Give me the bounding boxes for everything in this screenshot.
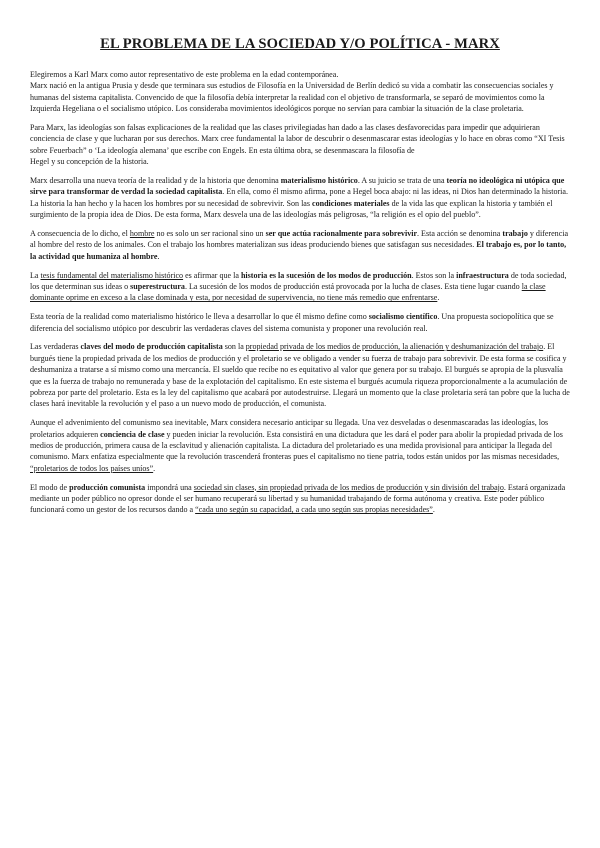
paragraph-6 — [30, 311, 570, 334]
text-segment: . La sucesión de los modos de producción está provocada por la lucha de clases. Esta tiene lugar cuando — [184, 282, 522, 291]
text-segment: . — [153, 463, 156, 473]
text-segment: . — [437, 293, 440, 303]
bold-text: conciencia de clase — [100, 429, 165, 439]
text-segment: y pueden iniciar la revolución. Esta consistirá en una dictadura que les dará el poder para abolir la propiedad privada de los medios de producción, primera causa de la esclavitud y alienación capitalista. La dictadura del proletariado es una medida provisional para anticipar la llegada del comunismo. Marx enfatiza especialmente que la revolución trascenderá fronteras pues el capitalismo no tiene patria, todos están unidos por las mismas necesidades, — [30, 429, 563, 462]
text-segment: . El burgués tiene la propiedad privada de los medios de producción y el proletario se ve obligado a vender su fuerza de trabajo para sobrevivir. De esta forma se cosifica y deshumaniza a tratarse a sí mismo como una mercancía. El sueldo que recibe no es equitativo al valor que genera por su trabajo. El burgués se apropia de la plusvalía que es la fuerza de trabajo no remunerada y base de la explotación del capitalismo. En este sistema el burgués acumula riqueza proporcionalmente a la acumulación de pobreza por parte del proletario. Esta es la ley del capitalismo que acabará por autodestruirse. Llegará un momento que la clase proletaria será tan pobre que la lucha de clases hará inevitable la revolución y el paso a un nuevo modo de producción, el comunista. — [30, 342, 570, 409]
text-segment: . Estará organizada mediante un poder público no opresor donde el ser humano recuperará su libertad y su humanidad trabajando de forma autónoma y creativa. Este poder público funcionará como un gestor de los recursos dando a — [30, 482, 566, 515]
bold-text: producción comunista — [69, 482, 146, 492]
bold-text: trabajo — [502, 229, 528, 238]
text-segment: El modo de — [30, 482, 70, 492]
text-segment: Hegel y su concepción de la historia. — [30, 157, 149, 167]
text-segment: Marx desarrolla una nueva teoría de la realidad y de la historia que denomina — [30, 176, 281, 185]
text-segment: Aunque el advenimiento del comunismo sea inevitable, Marx considera necesario anticipar su llegada. Una vez desveladas o desenmascaradas las ideologías, los proletarios adquieren — [30, 418, 549, 439]
text-segment: de la vida las que explican la historia y también el surgimiento de la propia idea de Dios. De esta forma, Marx desvela una de las ideologías más peligrosas, “la religión es el opio del pueblo”. — [30, 198, 553, 220]
text-segment: . A su juicio se trata de una — [357, 176, 447, 185]
bold-text: infraestructura — [456, 270, 509, 280]
bold-text: historia es la sucesión de los modos de producción — [240, 270, 412, 280]
text-segment: . — [157, 251, 160, 261]
text-segment: . — [432, 505, 435, 515]
document-title: EL PROBLEMA DE LA SOCIEDAD Y/O POLÍTICA - MARX — [100, 36, 500, 52]
bold-text: socialismo científico — [368, 312, 438, 322]
text-segment: de toda sociedad, los que determinan sus ideas o — [30, 270, 567, 291]
underlined-text: “proletarios de todos los países uníos” — [30, 463, 154, 473]
paragraph-4 — [30, 228, 570, 262]
text-segment: . Esta acción se denomina — [417, 229, 503, 238]
paragraph-5 — [30, 270, 570, 304]
text-segment: y diferencia al hombre del resto de los animales. Con el trabajo los hombres materializan sus ideas produciendo bienes que satisfagan sus necesidades. — [30, 229, 569, 250]
paragraph-9 — [30, 482, 570, 516]
text-segment: A consecuencia de lo dicho, el — [30, 229, 130, 238]
text-segment: impondrá una — [145, 482, 194, 492]
document-body — [30, 69, 570, 516]
bold-text: superestructura — [130, 282, 185, 291]
text-segment: no es solo un ser racional sino un — [154, 229, 266, 238]
text-segment: Las verdaderas — [30, 342, 81, 352]
text-segment: . Una propuesta sociopolítica que se diferencia del socialismo utópico por descubrir las verdaderas claves del sistema comunista y proponer una revolución real. — [30, 312, 554, 333]
bold-text: ser que actúa racionalmente para sobrevivir — [265, 229, 418, 238]
bold-text: materialismo histórico — [280, 176, 358, 185]
underlined-text: hombre — [129, 229, 155, 238]
paragraph-2 — [30, 122, 570, 168]
paragraph-1 — [30, 69, 570, 115]
text-segment: Esta teoría de la realidad como materialismo histórico le lleva a desarrollar lo que él mismo define como — [30, 312, 369, 322]
text-segment: es afirmar que la — [183, 270, 241, 280]
text-segment: Marx nació en la antigua Prusia y desde que terminara sus estudios de Filosofía en la Universidad de Berlín dedicó su vida a combatir las consecuencias sociales y humanas del sistema capitalista. Convencido de que la filosofía debía interpretar la realidad con el objetivo de transformarla, se separó de movimientos como la Izquierda Hegeliana o el socialismo utópico. Los consideraba movimientos ideológicos porque no servían para cambiar la situación de la clase proletaria. — [30, 81, 554, 114]
paragraph-3 — [30, 175, 570, 221]
underlined-text: sociedad sin clases, sin propiedad privada de los medios de producción y sin división del trabajo — [193, 482, 504, 492]
text-segment: . En ella, como él mismo afirma, pone a Hegel boca abajo: ni las ideas, ni Dios han determinado la historia. La historia la han hecho y la hacen los hombres por su necesidad de sobrevivir. Son las — [30, 187, 568, 208]
underlined-text: la clase dominante oprime en exceso a la clase dominada y esta, por necesidad de supervivencia, no tiene más remedio que enfrentarse — [30, 282, 546, 303]
bold-text: teoría no ideológica ni utópica que sirve para transformar de verdad la sociedad capitalista — [30, 176, 565, 197]
text-segment: Para Marx, las ideologías son falsas explicaciones de la realidad que las clases privilegiadas han dado a las clases desfavorecidas para impedir que adquirieran conciencia de clase y que lucharan por sus derechos. Marx cree fundamental la labor de descubrir o desenmascarar estas ideologías y lo hace en obras como “XI Tesis sobre Feuerbach” o ‘La ideología alemana’ que escribe con Engels. En esta última obra, se desenmascara la filosofía de — [30, 123, 565, 155]
text-segment: son la — [222, 342, 246, 352]
underlined-text: “cada uno según su capacidad, a cada uno según sus propias necesidades” — [195, 505, 433, 515]
underlined-text: tesis fundamental del materialismo histórico — [40, 270, 184, 280]
text-segment: Elegiremos a Karl Marx como autor representativo de este problema en la edad contemporánea. — [30, 70, 339, 79]
bold-text: El trabajo es, por lo tanto, la actividad que humaniza al hombre — [30, 240, 567, 261]
paragraph-7 — [30, 341, 570, 410]
paragraph-8 — [30, 417, 570, 474]
text-segment: La — [30, 270, 41, 280]
text-segment: . Estos son la — [411, 270, 457, 280]
underlined-text: propiedad privada de los medios de producción, la alienación y deshumanización del trabajo — [245, 342, 544, 352]
bold-text: claves del modo de producción capitalista — [80, 342, 223, 352]
bold-text: condiciones materiales — [312, 198, 390, 208]
